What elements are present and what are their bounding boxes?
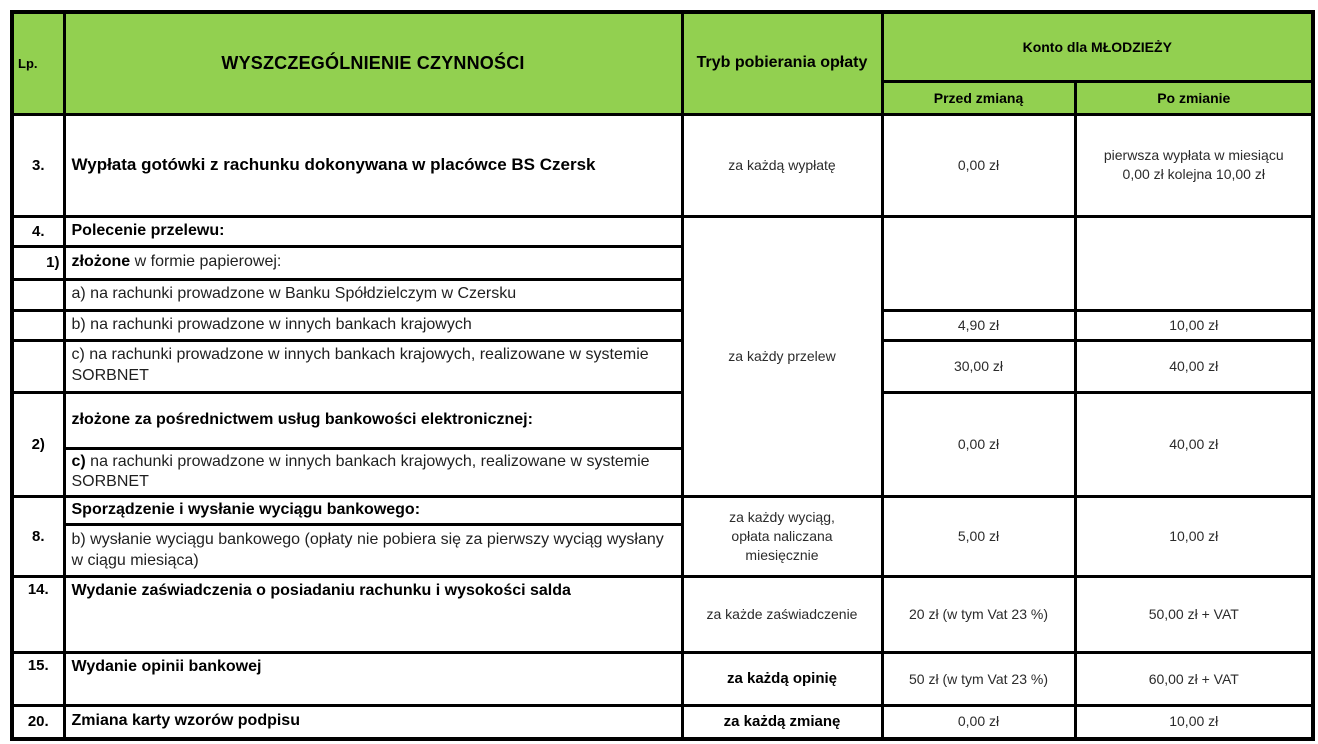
row-20 bbox=[12, 706, 1313, 739]
row-20-price-after: 10,00 zł bbox=[1075, 706, 1313, 739]
header-account-group: Konto dla MŁODZIEŻY bbox=[882, 12, 1313, 81]
row-4-b-lp bbox=[12, 310, 64, 340]
row-4-1-description bbox=[64, 246, 682, 279]
group1-price-after bbox=[1075, 216, 1313, 310]
row-4-2 bbox=[12, 392, 1313, 448]
row-3-fee-mode: za każdą wypłatę bbox=[682, 114, 882, 216]
row-14-lp: 14. bbox=[12, 577, 64, 653]
group2-price-before: 0,00 zł bbox=[882, 392, 1075, 497]
row-3 bbox=[12, 114, 1313, 216]
row-4-description: Polecenie przelewu: bbox=[64, 216, 682, 246]
row-15-fee-mode: za każdą opinię bbox=[682, 653, 882, 706]
row-4-c-lp bbox=[12, 340, 64, 392]
row-3-price-before: 0,00 zł bbox=[882, 114, 1075, 216]
row-3-description: Wypłata gotówki z rachunku dokonywana w placówce BS Czersk bbox=[64, 114, 682, 216]
row-20-fee-mode: za każdą zmianę bbox=[682, 706, 882, 739]
row-4-b-price-after: 10,00 zł bbox=[1075, 310, 1313, 340]
header-mode: Tryb pobierania opłaty bbox=[682, 12, 882, 114]
row-4-c-price-before: 30,00 zł bbox=[882, 340, 1075, 392]
row-14 bbox=[12, 577, 1313, 653]
row-15 bbox=[12, 653, 1313, 706]
row-8 bbox=[12, 497, 1313, 525]
row-4-2-c-description-rest: na rachunki prowadzone w innych bankach krajowych, realizowane w systemie SORBNET bbox=[71, 452, 650, 491]
row-4-2-description: złożone za pośrednictwem usług bankowości elektronicznej: bbox=[64, 392, 682, 448]
row-4-b bbox=[12, 310, 1313, 340]
row-4-lp: 4. bbox=[12, 216, 64, 246]
row-4-c-description: c) na rachunki prowadzone w innych bankach krajowych, realizowane w systemie SORBNET bbox=[64, 340, 682, 392]
row-4-a-lp bbox=[12, 279, 64, 310]
row-4-2-lp: 2) bbox=[12, 392, 64, 497]
row-4-2-c-description bbox=[64, 448, 682, 497]
row-20-lp: 20. bbox=[12, 706, 64, 739]
row-4-2-c-description-bold: c) bbox=[71, 452, 86, 470]
row-14-price-before: 20 zł (w tym Vat 23 %) bbox=[882, 577, 1075, 653]
row-15-lp: 15. bbox=[12, 653, 64, 706]
row-4-c-price-after: 40,00 zł bbox=[1075, 340, 1313, 392]
row-3-price-after bbox=[1075, 114, 1313, 216]
row-8-price-before: 5,00 zł bbox=[882, 497, 1075, 577]
row-8-b-description: b) wysłanie wyciągu bankowego (opłaty nie pobiera się za pierwszy wyciąg wysłany w ciągu miesiąca) bbox=[64, 525, 682, 577]
row-14-description: Wydanie zaświadczenia o posiadaniu rachunku i wysokości salda bbox=[64, 577, 682, 653]
header-lp: Lp. bbox=[12, 12, 64, 114]
row-4 bbox=[12, 216, 1313, 246]
row-4-c bbox=[12, 340, 1313, 392]
row-4-1-description-rest: w formie papierowej: bbox=[130, 253, 282, 271]
row-3-price-after-text: pierwsza wypłata w miesiącu 0,00 zł kolejna 10,00 zł bbox=[1103, 147, 1284, 182]
bank-fee-table bbox=[10, 10, 1315, 741]
group2-price-after: 40,00 zł bbox=[1075, 392, 1313, 497]
row-20-description: Zmiana karty wzorów podpisu bbox=[64, 706, 682, 739]
header-after-change: Po zmianie bbox=[1075, 81, 1313, 114]
row-8-lp: 8. bbox=[12, 497, 64, 577]
row-15-description: Wydanie opinii bankowej bbox=[64, 653, 682, 706]
row-4-1-lp: 1) bbox=[12, 246, 64, 279]
row-4-b-description: b) na rachunki prowadzone w innych bankach krajowych bbox=[64, 310, 682, 340]
row-3-lp: 3. bbox=[12, 114, 64, 216]
group1-price-before bbox=[882, 216, 1075, 310]
header-details: WYSZCZEGÓLNIENIE CZYNNOŚCI bbox=[64, 12, 682, 114]
row-8-fee-mode-text: za każdy wyciąg, opłata naliczana miesięcznie bbox=[729, 509, 835, 564]
row-4-b-price-before: 4,90 zł bbox=[882, 310, 1075, 340]
row-15-price-before: 50 zł (w tym Vat 23 %) bbox=[882, 653, 1075, 706]
row-15-price-after: 60,00 zł + VAT bbox=[1075, 653, 1313, 706]
row-8-fee-mode bbox=[682, 497, 882, 577]
row-4-a-description: a) na rachunki prowadzone w Banku Spółdzielczym w Czersku bbox=[64, 279, 682, 310]
row-14-fee-mode: za każde zaświadczenie bbox=[682, 577, 882, 653]
row-20-price-before: 0,00 zł bbox=[882, 706, 1075, 739]
row-4-1-description-bold: złożone bbox=[71, 253, 131, 271]
row-8-description: Sporządzenie i wysłanie wyciągu bankowego: bbox=[64, 497, 682, 525]
row-14-price-after: 50,00 zł + VAT bbox=[1075, 577, 1313, 653]
header-before-change: Przed zmianą bbox=[882, 81, 1075, 114]
row-8-price-after: 10,00 zł bbox=[1075, 497, 1313, 577]
row-4-fee-mode: za każdy przelew bbox=[682, 216, 882, 497]
